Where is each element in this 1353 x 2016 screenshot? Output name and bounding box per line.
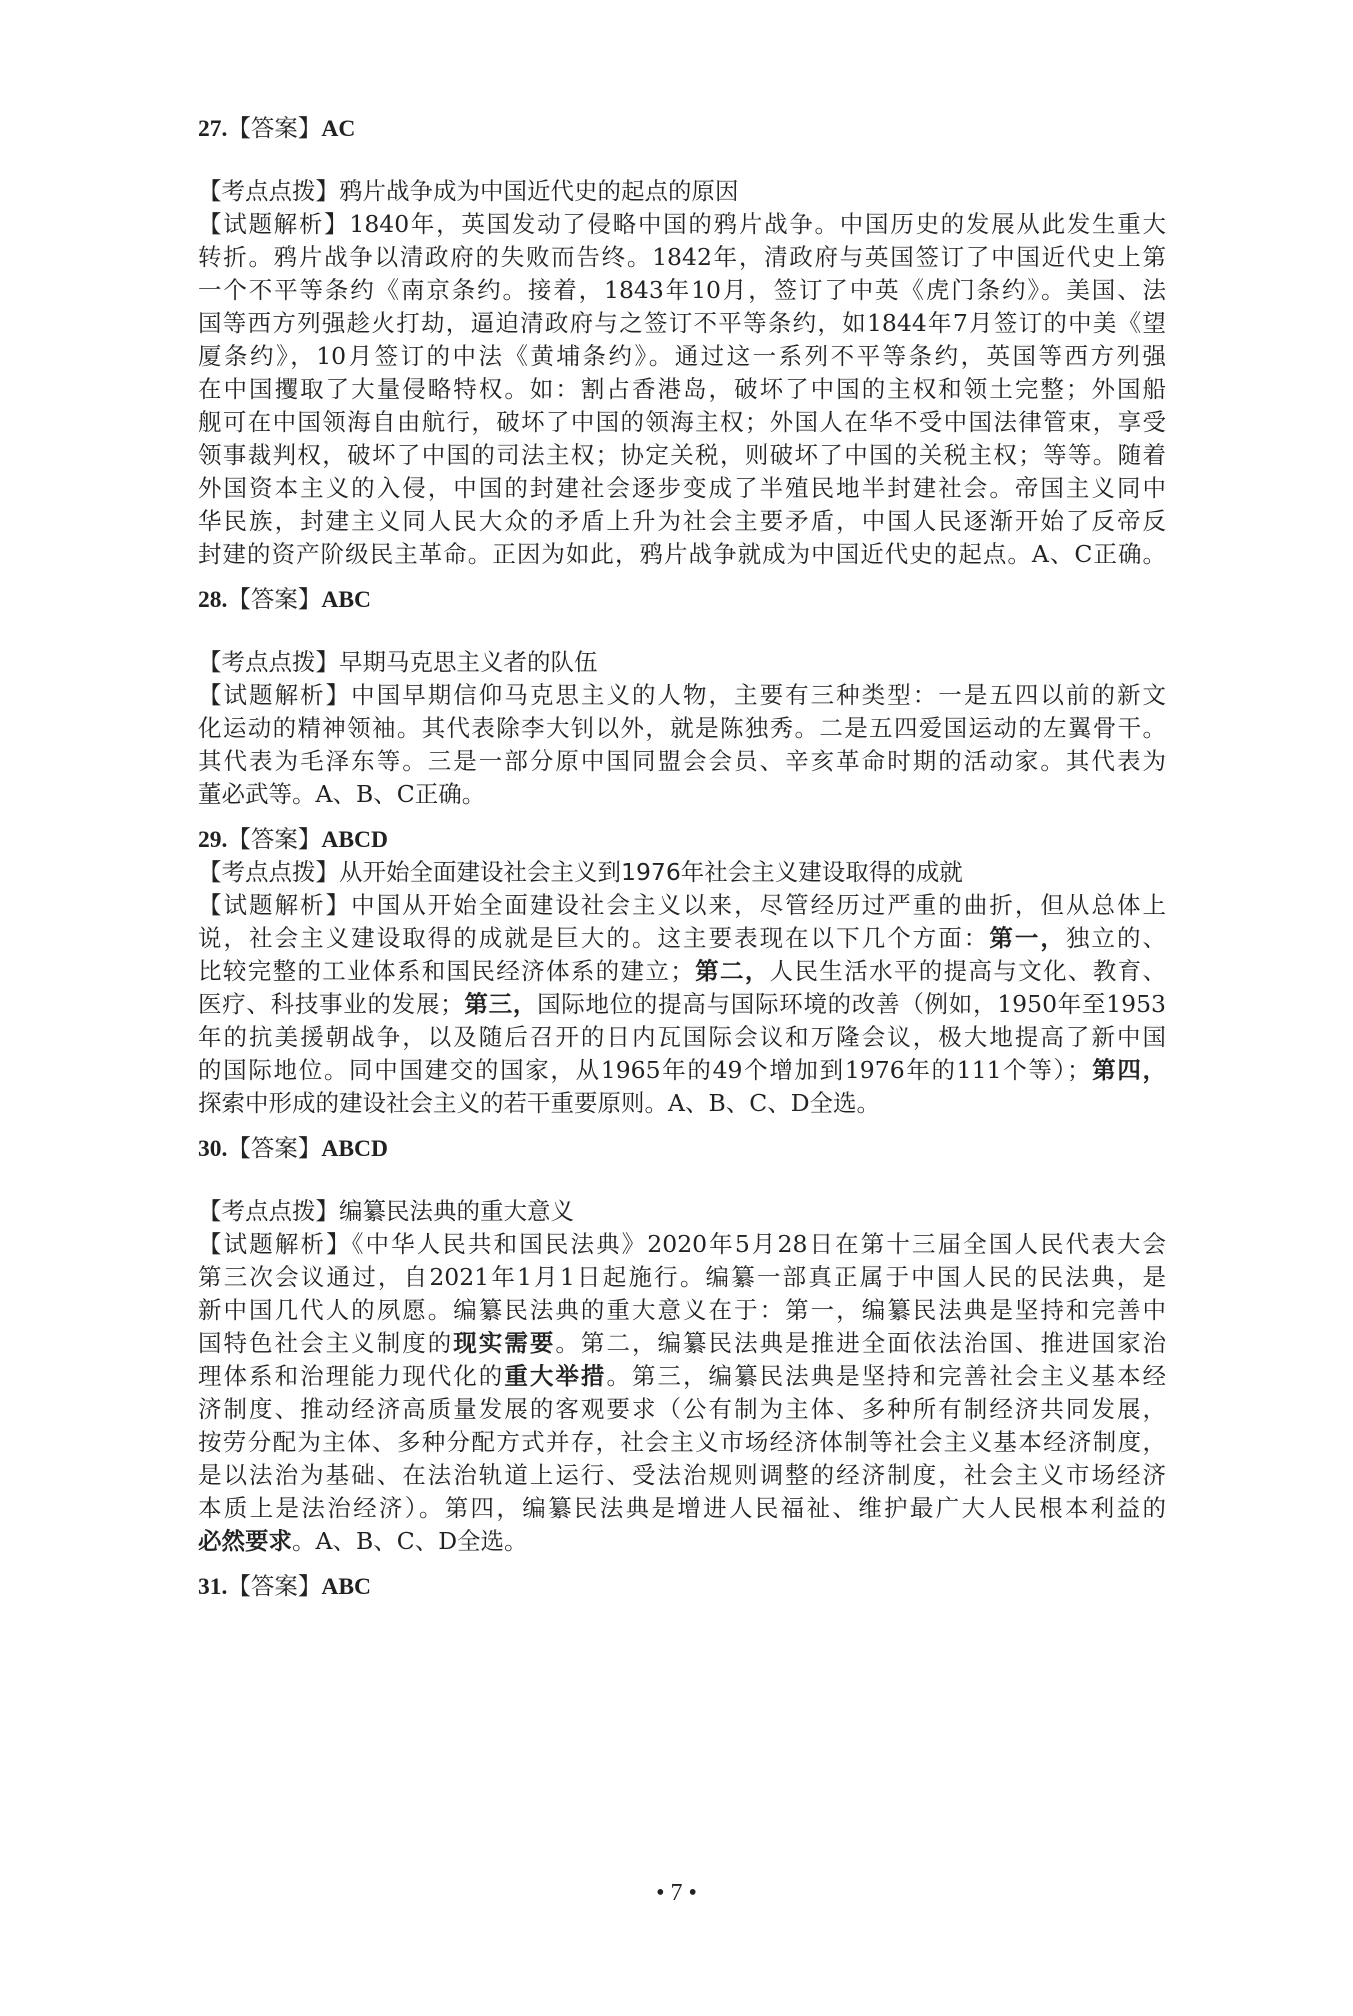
- jiexi-line: 探索中形成的建设社会主义的若干重要原则。A、B、C、D全选。: [198, 1089, 881, 1117]
- answer-value: ABCD: [321, 1136, 388, 1162]
- page-number: • 7 •: [656, 1880, 697, 1906]
- answer-label: 【答案】: [227, 1134, 322, 1162]
- jiexi-label: 【试题解析】: [198, 891, 352, 919]
- jiexi-line: 董必武等。A、B、C正确。: [198, 780, 486, 808]
- jiexi-line: 第三次会议通过，自2021年1月1日起施行。编纂一部真正属于中国人民的民法典，是: [198, 1263, 1166, 1291]
- answer-line-29: [198, 823, 1166, 856]
- jiexi-line: 领事裁判权，破坏了中国的司法主权；协定关税，则破坏了中国的关税主权；等等。随着: [198, 441, 1166, 469]
- jiexi-text: 《中华人民共和国民法典》2020年5月28日在第十三届全国人民代表大会: [351, 1230, 1166, 1258]
- kaodian-line-27: [198, 175, 1166, 208]
- jiexi-line: [198, 1228, 1166, 1261]
- jiexi-label: 【试题解析】: [198, 210, 350, 238]
- jiexi-text: 。第三，编纂民法典是坚持和完善社会主义基本经: [606, 1362, 1166, 1390]
- jiexi-label: 【试题解析】: [198, 681, 352, 709]
- jiexi-line: [198, 208, 1166, 241]
- jiexi-line: 按劳分配为主体、多种分配方式并存，社会主义市场经济体制等社会主义基本经济制度，: [198, 1428, 1166, 1456]
- jiexi-line: [198, 1327, 1166, 1360]
- jiexi-line: 本质上是法治经济）。第四，编纂民法典是增进人民福祉、维护最广大人民根本利益的: [198, 1494, 1166, 1522]
- jiexi-text: 国际地位的提高与国际环境的改善（例如，1950年至1953: [537, 990, 1166, 1018]
- jiexi-line: 一个不平等条约《南京条约。接着，1843年10月，签订了中英《虎门条约》。美国、法: [198, 276, 1166, 304]
- bold-term: 必然要求: [198, 1527, 292, 1555]
- jiexi-line: 转折。鸦片战争以清政府的失败而告终。1842年，清政府与英国签订了中国近代史上第: [198, 243, 1166, 271]
- question-number: 29.: [198, 827, 228, 853]
- answer-value: ABC: [321, 1574, 371, 1600]
- bold-term: 第四，: [1090, 1056, 1166, 1084]
- kaodian-line-29: [198, 856, 1166, 889]
- bold-term: 第二，: [693, 957, 770, 985]
- question-number: 30.: [198, 1136, 228, 1162]
- bold-term: 第一，: [989, 924, 1066, 952]
- answer-line-28: [198, 583, 1166, 616]
- answer-line-30: [198, 1132, 1166, 1165]
- jiexi-text: 人民生活水平的提高与文化、教育、: [769, 957, 1166, 985]
- jiexi-line: 国等西方列强趁火打劫，逼迫清政府与之签订不平等条约，如1844年7月签订的中美《望: [198, 309, 1166, 337]
- jiexi-text: 。第二，编纂民法典是推进全面依法治国、推进国家治: [555, 1329, 1166, 1357]
- jiexi-text: 比较完整的工业体系和国民经济体系的建立；: [198, 957, 694, 985]
- jiexi-line: 华民族，封建主义同人民大众的矛盾上升为社会主要矛盾，中国人民逐渐开始了反帝反: [198, 507, 1166, 535]
- answer-label: 【答案】: [227, 825, 322, 853]
- kaodian-label: 【考点点拨】: [198, 177, 339, 205]
- jiexi-line: 济制度、推动经济高质量发展的客观要求（公有制为主体、多种所有制经济共同发展，: [198, 1395, 1166, 1423]
- jiexi-label: 【试题解析】: [198, 1230, 352, 1258]
- jiexi-text: 独立的、: [1065, 924, 1166, 952]
- answer-label: 【答案】: [227, 114, 322, 142]
- jiexi-line: [198, 1525, 1166, 1558]
- jiexi-line: 其代表为毛泽东等。三是一部分原中国同盟会会员、辛亥革命时期的活动家。其代表为: [198, 747, 1166, 775]
- kaodian-label: 【考点点拨】: [198, 648, 339, 676]
- answer-line-31: [198, 1570, 1166, 1603]
- jiexi-text: 。A、B、C、D全选。: [292, 1527, 528, 1555]
- question-number: 27.: [198, 116, 228, 142]
- jiexi-line: 舰可在中国领海自由航行，破坏了中国的领海主权；外国人在华不受中国法律管束，享受: [198, 408, 1166, 436]
- kaodian-text: 早期马克思主义者的队伍: [339, 648, 598, 676]
- kaodian-label: 【考点点拨】: [198, 858, 339, 886]
- answer-line-27: [198, 112, 1166, 145]
- kaodian-text: 编纂民法典的重大意义: [339, 1197, 574, 1225]
- answer-value: AC: [321, 116, 356, 142]
- jiexi-line: 封建的资产阶级民主革命。正因为如此，鸦片战争就成为中国近代史的起点。A、C正确。: [198, 540, 1166, 568]
- answer-label: 【答案】: [227, 585, 322, 613]
- jiexi-line: [198, 1054, 1166, 1087]
- jiexi-line: [198, 889, 1166, 922]
- jiexi-line: [198, 679, 1166, 712]
- jiexi-text: 国特色社会主义制度的: [198, 1329, 454, 1357]
- jiexi-text: 说，社会主义建设取得的成就是巨大的。这主要表现在以下几个方面：: [198, 924, 990, 952]
- jiexi-line: 厦条约》，10月签订的中法《黄埔条约》。通过这一系列不平等条约，英国等西方列强: [198, 342, 1166, 370]
- answer-value: ABCD: [321, 827, 388, 853]
- jiexi-line: [198, 988, 1166, 1021]
- jiexi-text: 1840年，英国发动了侵略中国的鸦片战争。中国历史的发展从此发生重大: [349, 210, 1166, 238]
- answer-content: [198, 112, 1166, 1603]
- kaodian-text: 鸦片战争成为中国近代史的起点的原因: [339, 177, 739, 205]
- kaodian-line-30: [198, 1195, 1166, 1228]
- question-number: 28.: [198, 587, 228, 613]
- kaodian-label: 【考点点拨】: [198, 1197, 339, 1225]
- jiexi-text: 医疗、科技事业的发展；: [198, 990, 464, 1018]
- bold-term: 现实需要: [453, 1329, 556, 1357]
- jiexi-line: 年的抗美援朝战争，以及随后召开的日内瓦国际会议和万隆会议，极大地提高了新中国: [198, 1023, 1166, 1051]
- kaodian-line-28: [198, 646, 1166, 679]
- jiexi-line: [198, 922, 1166, 955]
- answer-value: ABC: [321, 587, 371, 613]
- jiexi-text: 理体系和治理能力现代化的: [198, 1362, 505, 1390]
- bold-term: 第三，: [463, 990, 538, 1018]
- jiexi-text: 的国际地位。同中国建交的国家，从1965年的49个增加到1976年的111个等）；: [198, 1056, 1091, 1084]
- answer-label: 【答案】: [227, 1572, 322, 1600]
- jiexi-line: [198, 955, 1166, 988]
- jiexi-line: 化运动的精神领袖。其代表除李大钊以外，就是陈独秀。二是五四爱国运动的左翼骨干。: [198, 714, 1166, 742]
- jiexi-text: 中国早期信仰马克思主义的人物，主要有三种类型：一是五四以前的新文: [351, 681, 1166, 709]
- jiexi-line: [198, 1360, 1166, 1393]
- jiexi-line: 在中国攫取了大量侵略特权。如：割占香港岛，破坏了中国的主权和领土完整；外国船: [198, 375, 1166, 403]
- jiexi-text: 中国从开始全面建设社会主义以来，尽管经历过严重的曲折，但从总体上: [351, 891, 1166, 919]
- jiexi-line: 新中国几代人的夙愿。编纂民法典的重大意义在于：第一，编纂民法典是坚持和完善中: [198, 1296, 1166, 1324]
- jiexi-line: 是以法治为基础、在法治轨道上运行、受法治规则调整的经济制度，社会主义市场经济: [198, 1461, 1166, 1489]
- kaodian-text: 从开始全面建设社会主义到1976年社会主义建设取得的成就: [339, 858, 963, 886]
- jiexi-line: 外国资本主义的入侵，中国的封建社会逐步变成了半殖民地半封建社会。帝国主义同中: [198, 474, 1166, 502]
- bold-term: 重大举措: [504, 1362, 607, 1390]
- question-number: 31.: [198, 1574, 228, 1600]
